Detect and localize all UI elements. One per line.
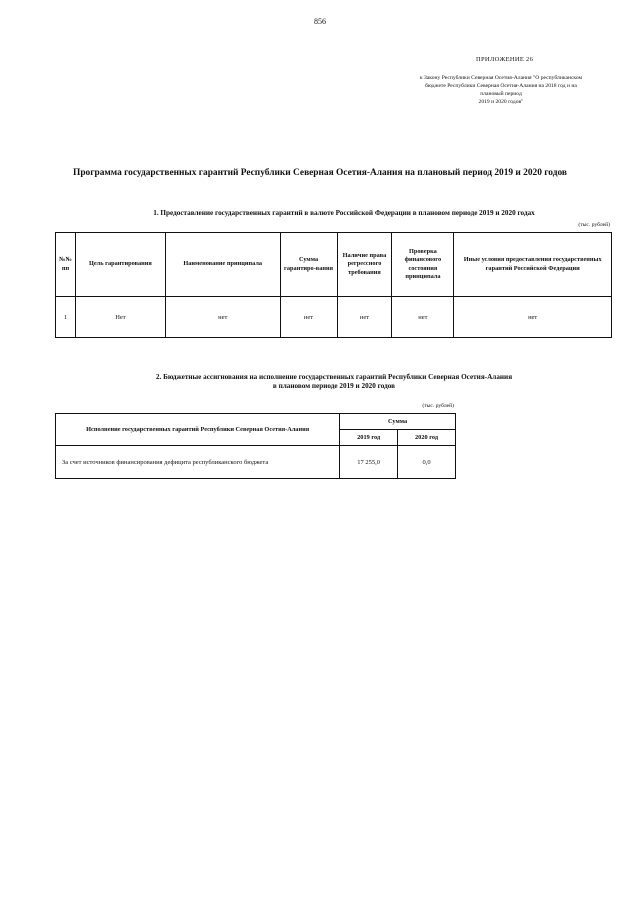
cell-principal: нет bbox=[165, 297, 280, 338]
header-financial-check: Проверка финансового состояния принципала bbox=[392, 233, 454, 297]
cell-value-2020: 0,0 bbox=[398, 446, 456, 479]
document-title: Программа государственных гарантий Республики Северная Осетия-Алания на плановый период 2019 и 2020 годов bbox=[73, 168, 567, 178]
header-principal: Наименование принципала bbox=[165, 233, 280, 297]
cell-value-2019: 17 255,0 bbox=[340, 446, 398, 479]
section2-title-line: в плановом периоде 2019 и 2020 годов bbox=[272, 382, 396, 390]
appendix-reference-line: плановый период bbox=[480, 91, 522, 97]
cell-other-conditions: нет bbox=[454, 297, 612, 338]
header-purpose: Цель гарантирования bbox=[75, 233, 165, 297]
cell-description: За счет источников финансирования дефицита республиканского бюджета bbox=[56, 446, 340, 479]
section1-title: 1. Предоставление государственных гарантий в валюте Российской Федерации в плановом периоде 2019 и 2020 годах bbox=[153, 209, 535, 217]
appendix-reference-line: бюджете Республики Северная Осетия-Алания на 2018 год и на bbox=[425, 83, 577, 89]
header-other-conditions: Иные условия предоставления государственных гарантий Российской Федерации bbox=[454, 233, 612, 297]
section1-unit: (тыс. рублей) bbox=[578, 222, 610, 228]
header-number: №№ пп bbox=[56, 233, 76, 297]
cell-financial-check: нет bbox=[392, 297, 454, 338]
section2-title-line: 2. Бюджетные ассигнования на исполнение государственных гарантий Республики Северная Осетия-Алания bbox=[155, 373, 513, 381]
header-year-2020: 2020 год bbox=[398, 430, 456, 446]
cell-purpose: Нет bbox=[75, 297, 165, 338]
section2-title bbox=[96, 373, 572, 391]
header-amount: Сумма гарантиро-вания bbox=[280, 233, 337, 297]
cell-recourse: нет bbox=[337, 297, 392, 338]
page-number: 856 bbox=[314, 17, 326, 26]
table-row bbox=[56, 297, 612, 338]
appendix-reference-line: 2019 и 2020 годов" bbox=[478, 99, 524, 105]
appendix-reference-line: к Закону Республики Северная Осетия-Алания "О республиканском bbox=[419, 75, 583, 81]
table-header-row bbox=[56, 414, 456, 430]
table-header-row bbox=[56, 233, 612, 297]
cell-amount: нет bbox=[280, 297, 337, 338]
appendix-reference bbox=[392, 74, 610, 106]
guarantees-table bbox=[55, 232, 612, 338]
cell-number: 1 bbox=[56, 297, 76, 338]
appendix-title: ПРИЛОЖЕНИЕ 26 bbox=[476, 56, 534, 63]
appropriations-table bbox=[55, 413, 456, 479]
header-execution: Исполнение государственных гарантий Республики Северная Осетия-Алания bbox=[56, 414, 340, 446]
section2-unit: (тыс. рублей) bbox=[422, 403, 454, 409]
header-sum: Сумма bbox=[340, 414, 456, 430]
table-row bbox=[56, 446, 456, 479]
header-year-2019: 2019 год bbox=[340, 430, 398, 446]
header-recourse: Наличие права регрессного требования bbox=[337, 233, 392, 297]
